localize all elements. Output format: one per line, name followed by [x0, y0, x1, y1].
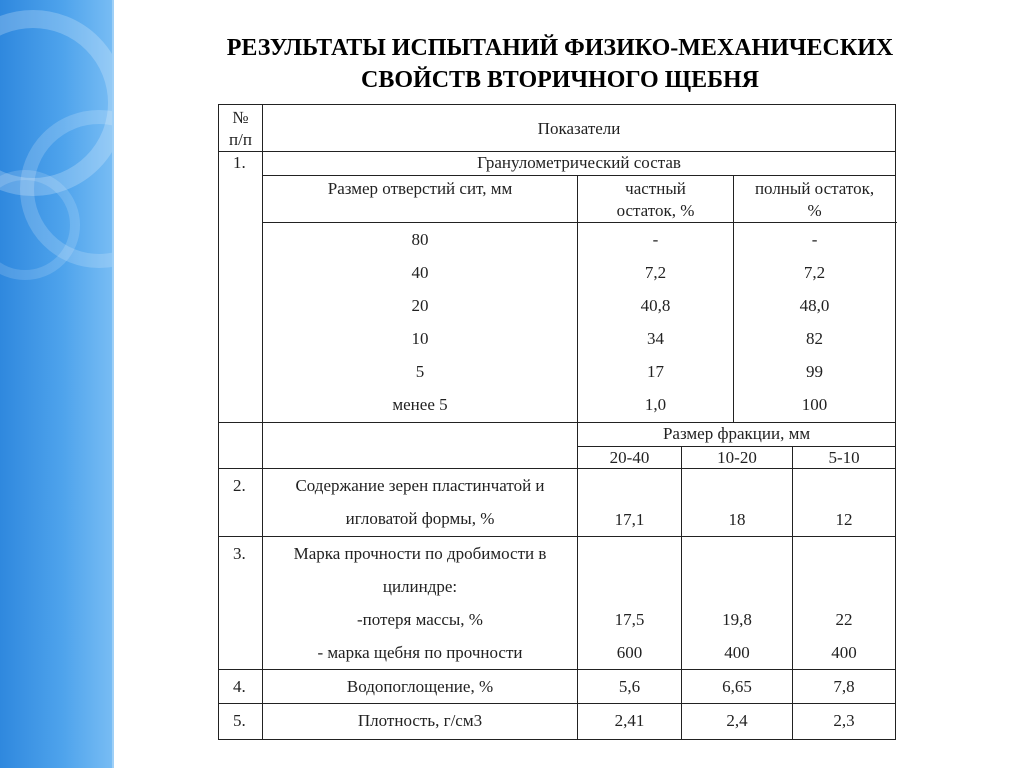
partial-values-cell: [578, 223, 734, 423]
empty-cell: [263, 423, 578, 469]
sieve-value: 80: [411, 230, 429, 249]
row3-values-20-40: [578, 537, 682, 670]
row3-loss-10-20: 19,8: [722, 610, 752, 629]
total-value: 82: [806, 329, 824, 348]
sieve-value: 40: [411, 263, 429, 282]
row5-value-10-20: 2,4: [682, 704, 793, 740]
slide-title: [150, 32, 970, 96]
row3-label-line4: - марка щебня по прочности: [317, 643, 523, 662]
section1-columns-row: [219, 176, 896, 223]
row2-value-5-10: 12: [793, 469, 896, 537]
row5-value-20-40: 2,41: [578, 704, 682, 740]
partial-header-line1: частный: [625, 179, 686, 198]
results-table: [218, 104, 896, 740]
sieve-column-header: Размер отверстий сит, мм: [263, 176, 578, 223]
section1-title-row: [219, 152, 896, 176]
row4-num: 4.: [219, 670, 263, 704]
partial-value: 7,2: [644, 263, 667, 282]
sieve-value: менее 5: [392, 395, 448, 414]
row5-num: 5.: [219, 704, 263, 740]
row3-label: [263, 537, 578, 670]
row2-value-20-40: 17,1: [578, 469, 682, 537]
row5-label: Плотность, г/см3: [263, 704, 578, 740]
total-value: 48,0: [799, 296, 830, 315]
partial-residue-column-header: [578, 176, 734, 223]
partial-value: 40,8: [640, 296, 671, 315]
row3-values-5-10: [793, 537, 896, 670]
row2-label-line2: игловатой формы, %: [345, 509, 495, 528]
row3-num: 3.: [219, 537, 263, 670]
row3-label-line2: цилиндре:: [382, 577, 458, 596]
row3-grade-10-20: 400: [724, 643, 750, 662]
row5-value-5-10: 2,3: [793, 704, 896, 740]
total-header-line1: полный остаток,: [754, 179, 875, 198]
partial-value: 34: [647, 329, 664, 348]
row3-values-10-20: [682, 537, 793, 670]
table-row-3: [219, 537, 896, 670]
row3-label-line1: Марка прочности по дробимости в: [293, 544, 547, 563]
table-row-4: [219, 670, 896, 704]
row3-loss-20-40: 17,5: [614, 610, 645, 629]
slide-title-line1: РЕЗУЛЬТАТЫ ИСПЫТАНИЙ ФИЗИКО-МЕХАНИЧЕСКИХ: [226, 35, 894, 61]
row3-grade-5-10: 400: [831, 643, 857, 662]
total-value: 99: [806, 362, 824, 381]
slide-title-line2: СВОЙСТВ ВТОРИЧНОГО ЩЕБНЯ: [361, 67, 759, 93]
header-num-line2: п/п: [229, 130, 252, 149]
partial-header-line2: остаток, %: [616, 201, 695, 220]
row4-value-5-10: 7,8: [793, 670, 896, 704]
decorative-side-band: [0, 0, 114, 768]
section1-num: 1.: [219, 152, 263, 423]
row2-label-line1: Содержание зерен пластинчатой и: [295, 476, 545, 495]
total-value: 7,2: [803, 263, 826, 282]
partial-value: 1,0: [644, 395, 667, 414]
row3-grade-20-40: 600: [616, 643, 643, 662]
row2-value-10-20: 18: [682, 469, 793, 537]
sieve-value: 10: [411, 329, 429, 348]
total-residue-column-header: [734, 176, 896, 223]
row2-num: 2.: [219, 469, 263, 537]
partial-value: 17: [647, 362, 664, 381]
header-num-cell: [219, 105, 263, 152]
table-header-row: [219, 105, 896, 152]
total-value: 100: [801, 395, 828, 414]
row2-label: [263, 469, 578, 537]
row4-value-10-20: 6,65: [682, 670, 793, 704]
fraction-5-10: 5-10: [793, 447, 896, 469]
row4-label: Водопоглощение, %: [263, 670, 578, 704]
header-indicators-cell: Показатели: [263, 105, 896, 152]
partial-value: -: [652, 230, 659, 249]
header-num-line1: №: [232, 108, 249, 127]
fraction-10-20: 10-20: [682, 447, 793, 469]
sieve-values-cell: [263, 223, 578, 423]
table-row-5: [219, 704, 896, 740]
sieve-value: 20: [411, 296, 429, 315]
row3-loss-5-10: 22: [835, 610, 853, 629]
empty-cell: [219, 423, 263, 469]
total-value: -: [811, 230, 818, 249]
row3-label-line3: -потеря массы, %: [357, 610, 483, 629]
total-header-line2: %: [807, 201, 822, 220]
fraction-20-40: 20-40: [578, 447, 682, 469]
section1-title: Гранулометрический состав: [263, 152, 896, 176]
fraction-title: Размер фракции, мм: [578, 423, 896, 447]
row4-value-20-40: 5,6: [578, 670, 682, 704]
section1-data-row: [219, 223, 896, 423]
fraction-title-row: [219, 423, 896, 447]
total-values-cell: [734, 223, 896, 423]
table-row-2: [219, 469, 896, 537]
sieve-value: 5: [415, 362, 425, 381]
